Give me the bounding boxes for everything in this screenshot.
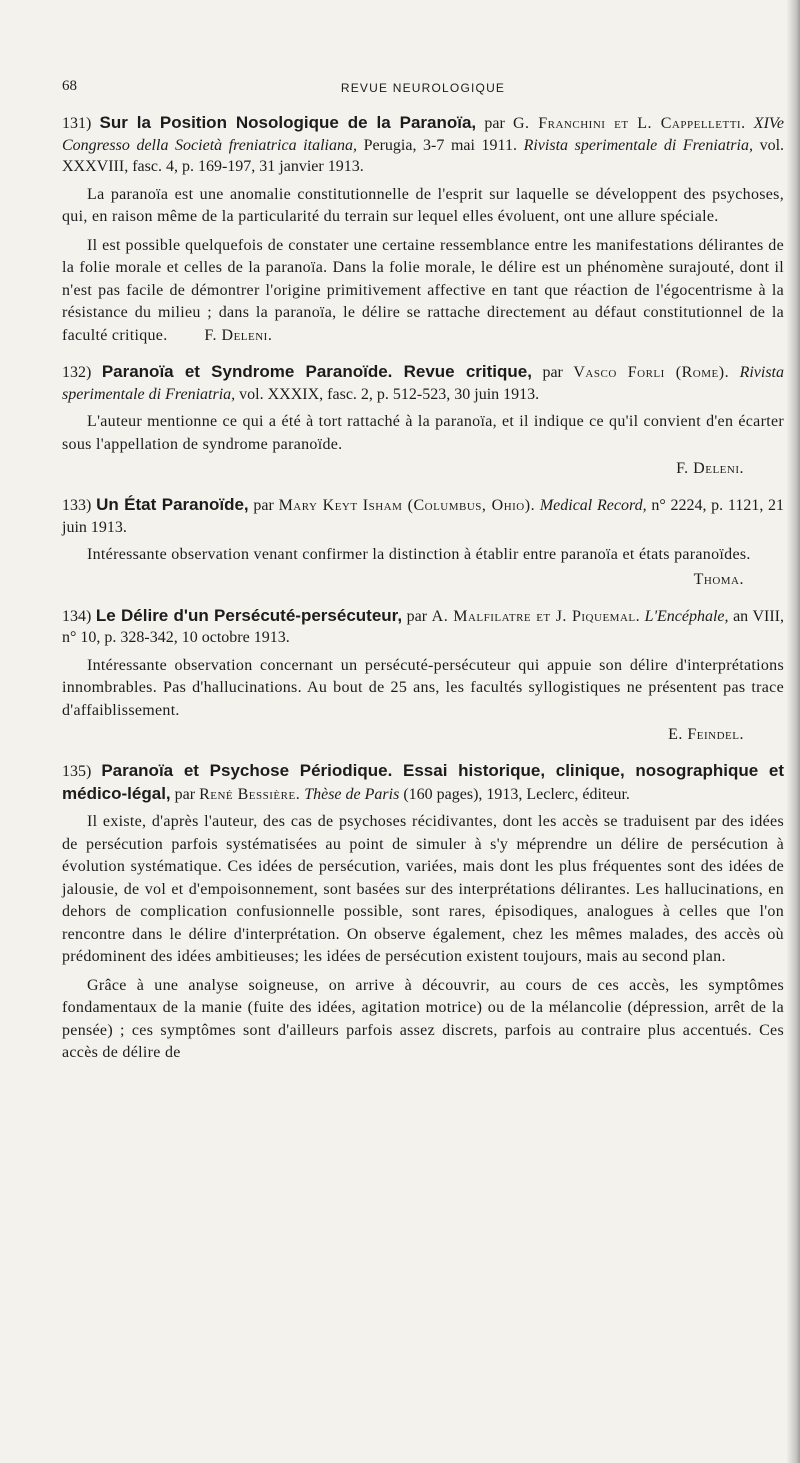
paragraph-text: Intéressante observation concernant un persécuté-persécuteur qui appuie son délire d'interprétations innombrables. Pas d'hallucinations. Au bout de 25 ans, les facultés syllogistiques ne présentent pas trace d'affaiblissement. [62,656,784,719]
entry-heading [62,112,784,178]
entry-congress-place: Perugia, 3-7 mai 1911. [363,136,517,154]
paragraph-text: La paranoïa est une anomalie constitutionnelle de l'esprit sur laquelle se développent des psychoses, qui, en raison même de la particularité du terrain sur lequel elles évoluent, ont une allure spéciale. [62,185,784,225]
reviewer-signature: F. Deleni. [204,326,273,344]
entry-details: vol. XXXVIII, fasc. 4, p. 169-197, 31 janvier 1913. [62,136,785,175]
entry-authors: Vasco Forli (Rome). [573,364,730,381]
entry-heading [62,605,784,649]
entry-by: par [542,364,563,381]
reviewer-signature: Thoma. [693,570,744,588]
entry-paragraph [62,544,784,567]
entry-journal: L'Encéphale, [644,607,729,625]
entry-by: par [484,115,505,132]
entry-title: Le Délire d'un Persécuté-persécuteur, [95,605,403,625]
page-body [62,78,784,1079]
abstract-entry [62,494,784,591]
paragraph-text: Intéressante observation venant confirmer la distinction à établir entre paranoïa et états paranoïdes. [87,546,751,563]
entry-paragraph [62,811,784,969]
entry-authors: G. Franchini et L. Cappelletti. [513,115,746,132]
journal-title: REVUE NEUROLOGIQUE [340,81,506,95]
entry-journal: Thèse de Paris [304,785,400,803]
entry-paragraph [62,235,784,348]
reviewer-signature: F. Deleni. [676,460,744,477]
entry-paragraph [62,975,784,1065]
entry-title: Sur la Position Nosologique de la Paranoïa, [99,113,477,132]
reviewer-signature: E. Feindel. [668,726,744,743]
entry-number: 133) [62,497,92,514]
entry-authors: René Bessière. [199,785,301,803]
entry-heading [62,494,784,538]
entry-heading [62,361,784,405]
entry-by: par [253,497,274,514]
paragraph-text: Il est possible quelquefois de constater une certaine ressemblance entre les manifestations délirantes de la folie morale et celles de la paranoïa. Dans la folie morale, le délire est un phénomène surajouté, dont il n'est pas facile de démontrer l'origine primitivement affective en tant que réaction de l'égocentrisme à la résistance du milieu ; dans la paranoïa, le délire se rattache directement au défaut constitutionnel de la faculté critique. [62,236,784,344]
abstracts-list [62,112,784,1065]
paragraph-text: Il existe, d'après l'auteur, des cas de psychoses récidivantes, dont les accès se traduisent par des idées de persécution parfois systématisées au point de simuler à s'y méprendre un délire de persécution à évolution systématique. Ces idées de persécution, variées, mais dont les plus fréquentes sont des idées de jalousie, de vol et d'empoisonnement, sont basées sur des interprétations délirantes. Les hallucinations, en dehors de complication confusionnelle possible, sont rares, épisodiques, analogues à celles que l'on rencontre dans le délire d'interprétation. On observe également, chez les mêmes malades, des accès où prédominent des idées ambitieuses; les idées de persécution existent toujours, mais au second plan. [62,813,784,965]
entry-details: vol. XXXIX, fasc. 2, p. 512-523, 30 juin 1913. [239,385,540,403]
entry-heading [62,760,784,805]
entry-paragraph [62,411,784,456]
entry-authors: Mary Keyt Isham (Columbus, Ohio). [278,497,536,514]
entry-title: Paranoïa et Psychose Périodique. Essai historique, clinique, nosographique et médico-légal, [62,761,785,803]
entry-congress: XIVe Congresso della Società freniatrica italiana, [62,115,784,154]
entry-paragraph [62,184,784,229]
entry-title: Un État Paranoïde, [96,495,249,514]
running-head [62,78,784,102]
entry-journal: Rivista sperimentale di Freniatria, [62,364,784,403]
scan-edge-shadow [786,0,800,1463]
entry-by: par [406,607,428,625]
abstract-entry [62,112,784,347]
entry-number: 135) [62,763,92,780]
entry-number: 132) [62,364,92,381]
abstract-entry [62,605,784,747]
entry-title: Paranoïa et Syndrome Paranoïde. Revue critique, [101,362,532,381]
entry-journal: Medical Record, [539,497,647,514]
entry-number: 134) [62,607,92,625]
entry-details: n° 2224, p. 1121, 21 juin 1913. [62,497,785,536]
entry-details: (160 pages), 1913, Leclerc, éditeur. [403,785,630,803]
entry-by: par [174,785,196,803]
entry-paragraph [62,655,784,723]
abstract-entry [62,760,784,1065]
entry-journal: Rivista sperimentale di Freniatria, [523,136,753,154]
paragraph-text: L'auteur mentionne ce qui a été à tort rattaché à la paranoïa, et il indique ce qu'il convient d'en écarter sous l'appellation de syndrome paranoïde. [62,413,784,453]
entry-number: 131) [62,115,92,132]
entry-details: an VIII, n° 10, p. 328-342, 10 octobre 1913. [62,607,784,646]
paragraph-text: Grâce à une analyse soigneuse, on arrive à découvrir, au cours de ces accès, les symptômes fondamentaux de la manie (fuite des idées, agitation motrice) ou de la mélancolie (dépression, arrêt de la pensée) ; ces symptômes sont d'ailleurs parfois assez discrets, parfois au contraire plus accentués. Ces accès de délire de [62,976,784,1061]
page-number: 68 [62,78,77,94]
entry-authors: A. Malfilatre et J. Piquemal. [431,607,641,625]
abstract-entry [62,361,784,480]
